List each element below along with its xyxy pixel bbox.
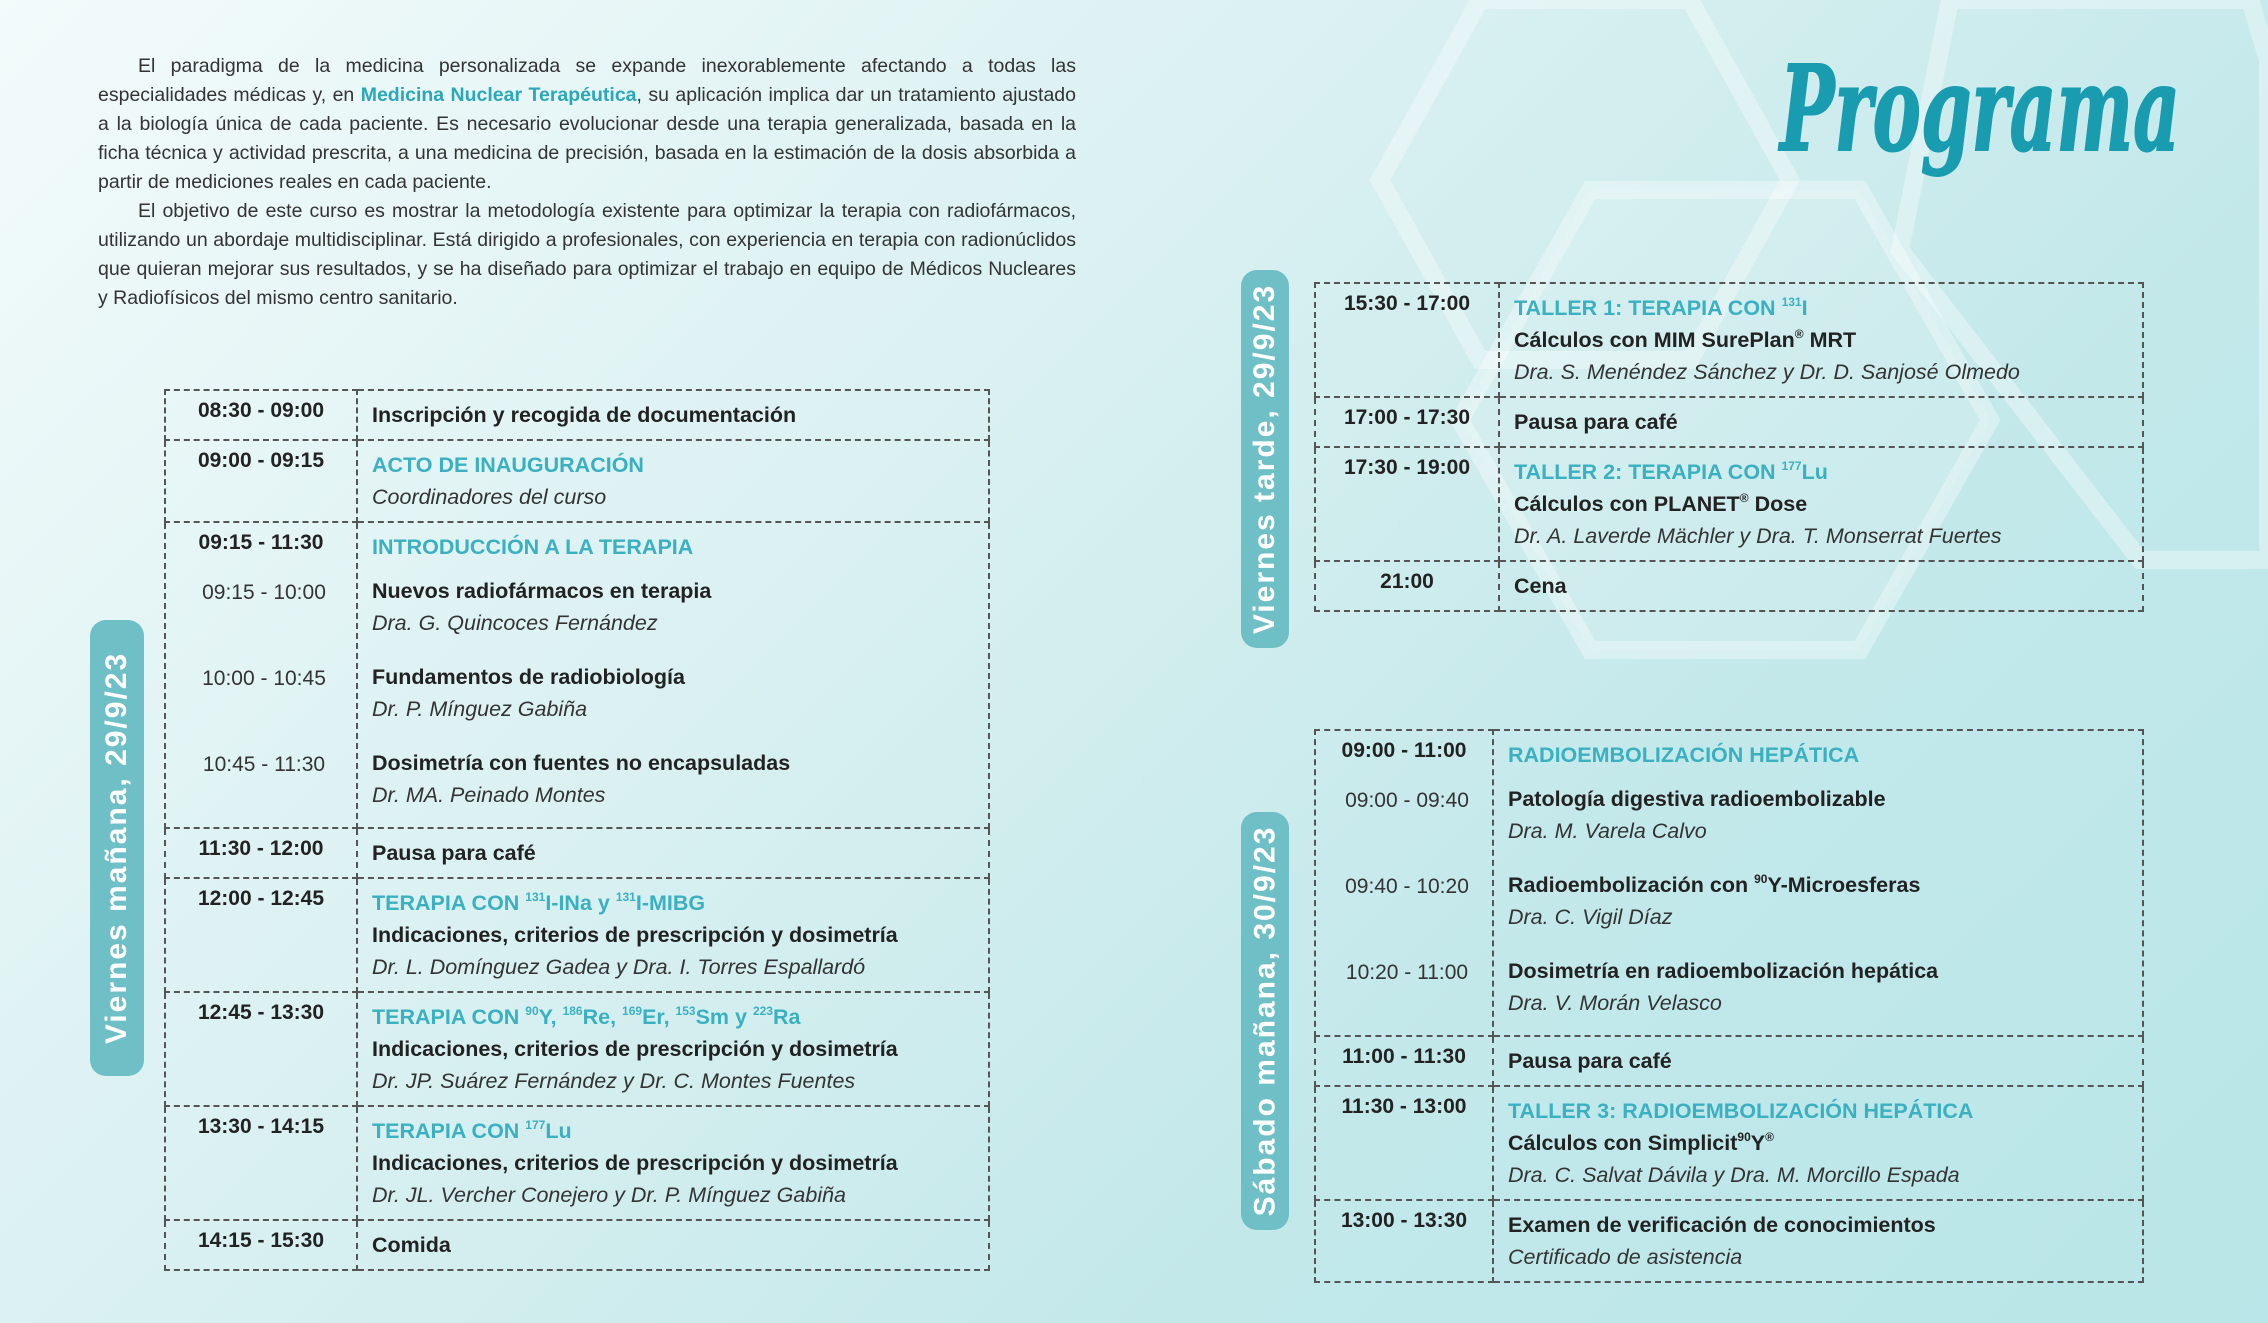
intro-highlight: Medicina Nuclear Terapéutica [360, 84, 637, 106]
session-details [357, 440, 989, 522]
session-details [1499, 561, 2143, 611]
schedule-row [165, 390, 989, 440]
session-title: Examen de verificación de conocimientos [1508, 1213, 1936, 1237]
session-heading: TALLER 1: TERAPIA CON $^{131}$I [1514, 295, 1808, 320]
sub-session [170, 563, 974, 649]
schedule-row [165, 1106, 989, 1220]
session-title: Pausa para café [1508, 1049, 1672, 1073]
schedule-saturday-morning [1314, 729, 2144, 1283]
superscript: 90 [1737, 1130, 1751, 1144]
sub-sessions [1320, 771, 2128, 1029]
session-details [1493, 1200, 2143, 1282]
sub-session-details [358, 735, 974, 821]
sub-session-details [1494, 771, 2128, 857]
schedule-row [165, 522, 989, 828]
session-speakers: Certificado de asistencia [1508, 1245, 1743, 1269]
sub-session [1320, 857, 2128, 943]
session-details [1499, 447, 2143, 561]
schedule-row [1315, 1086, 2143, 1200]
session-time: 11:00 - 11:30 [1315, 1036, 1493, 1086]
session-details [1499, 397, 2143, 447]
session-heading: TERAPIA CON $^{131}$I-INa y $^{131}$I-MIBG [372, 890, 706, 915]
session-heading: TALLER 2: TERAPIA CON $^{177}$Lu [1514, 459, 1828, 484]
session-time: 21:00 [1315, 561, 1499, 611]
sub-session-details [1494, 857, 2128, 943]
superscript: 90 [1754, 872, 1768, 886]
session-details [357, 1106, 989, 1220]
session-heading: TERAPIA CON $^{177}$Lu [372, 1118, 572, 1143]
session-heading: TALLER 3: RADIOEMBOLIZACIÓN HEPÁTICA [1508, 1099, 1974, 1123]
sub-session-title: Dosimetría en radioembolización hepática [1508, 959, 1939, 983]
session-title: Indicaciones, criterios de prescripción y dosimetría [372, 1151, 898, 1175]
session-heading: INTRODUCCIÓN A LA TERAPIA [372, 535, 694, 559]
session-time: 14:15 - 15:30 [165, 1220, 357, 1270]
session-speakers: Coordinadores del curso [372, 485, 607, 509]
session-speakers: Dra. S. Menéndez Sánchez y Dr. D. Sanjosé Olmedo [1514, 360, 2020, 384]
sub-session-time: 10:20 - 11:00 [1345, 961, 1469, 984]
session-title: Indicaciones, criterios de prescripción y dosimetría [372, 1037, 898, 1061]
schedule-friday-afternoon [1314, 282, 2144, 612]
session-details [357, 390, 989, 440]
session-time: 17:30 - 19:00 [1315, 447, 1499, 561]
superscript: ® [1794, 327, 1804, 341]
sub-session-speakers: Dr. P. Mínguez Gabiña [372, 697, 588, 721]
session-title: Cálculos con MIM SurePlan® MRT [1514, 327, 1857, 352]
superscript: 177 [525, 1118, 546, 1132]
session-speakers: Dr. L. Domínguez Gadea y Dra. I. Torres Espallardó [372, 955, 866, 979]
session-title: Cálculos con Simplicit$^{90}$Y® [1508, 1130, 1774, 1155]
superscript: ® [1739, 491, 1749, 505]
page-title [1772, 0, 2192, 210]
schedule-row [1315, 561, 2143, 611]
session-time: 09:00 - 11:00 [1315, 730, 1493, 1036]
sub-session [170, 649, 974, 735]
schedule-table [1314, 282, 2144, 612]
session-time: 08:30 - 09:00 [165, 390, 357, 440]
session-time: 11:30 - 12:00 [165, 828, 357, 878]
sub-session-speakers: Dra. M. Varela Calvo [1508, 819, 1707, 843]
sub-session-details [358, 649, 974, 735]
superscript: 90 [525, 1004, 539, 1018]
label-friday-afternoon: Viernes tarde, 29/9/23 [1241, 270, 1289, 648]
session-time: 09:00 - 09:15 [165, 440, 357, 522]
schedule-row [165, 828, 989, 878]
sub-session [1320, 771, 2128, 857]
sub-session-time: 09:00 - 09:40 [1345, 789, 1469, 812]
session-time: 15:30 - 17:00 [1315, 283, 1499, 397]
session-details [1493, 1036, 2143, 1086]
schedule-row [1315, 283, 2143, 397]
sub-sessions [170, 563, 974, 821]
superscript: ® [1765, 1130, 1774, 1144]
sub-session-speakers: Dra. V. Morán Velasco [1508, 991, 1722, 1015]
sub-session-speakers: Dra. G. Quincoces Fernández [372, 611, 658, 635]
sub-session-title: Patología digestiva radioembolizable [1508, 787, 1886, 811]
superscript: 223 [752, 1004, 773, 1018]
session-details [357, 1220, 989, 1270]
session-time: 09:15 - 11:30 [165, 522, 357, 828]
sub-session-speakers: Dra. C. Vigil Díaz [1508, 905, 1673, 929]
label-saturday-morning: Sábado mañana, 30/9/23 [1241, 812, 1289, 1230]
session-title: Comida [372, 1233, 451, 1257]
session-speakers: Dr. A. Laverde Mächler y Dra. T. Monserrat Fuertes [1514, 524, 2002, 548]
session-details [357, 878, 989, 992]
sub-session-title: Fundamentos de radiobiología [372, 665, 685, 689]
session-heading: RADIOEMBOLIZACIÓN HEPÁTICA [1508, 743, 1860, 767]
intro-paragraph-2: El objetivo de este curso es mostrar la metodología existente para optimizar la terapia con radiofármacos, utilizando un abordaje multidisciplinar. Está dirigido a profesionales, con experiencia en terapia con radionúclidos que quieran mejorar sus resultados, y se ha diseñado para optimizar el trabajo en equipo de Médicos Nucleares y Radiofísicos del mismo centro sanitario. [98, 200, 1076, 309]
sub-session [170, 735, 974, 821]
sub-session-time: 09:40 - 10:20 [1345, 875, 1469, 898]
schedule-row [165, 440, 989, 522]
schedule-row [1315, 1200, 2143, 1282]
sub-session [1320, 943, 2128, 1029]
sub-session-details [358, 563, 974, 649]
superscript: 131 [615, 890, 636, 904]
session-details [1499, 283, 2143, 397]
schedule-row [165, 1220, 989, 1270]
schedule-row [1315, 447, 2143, 561]
session-title: Indicaciones, criterios de prescripción y dosimetría [372, 923, 898, 947]
sub-session-time: 10:00 - 10:45 [202, 667, 326, 690]
superscript: 131 [525, 890, 546, 904]
session-title: Inscripción y recogida de documentación [372, 403, 797, 427]
session-heading: TERAPIA CON $^{90}$Y, $^{186}$Re, $^{169}$Er, $^{153}$Sm y $^{223}$Ra [372, 1004, 801, 1029]
session-speakers: Dr. JP. Suárez Fernández y Dr. C. Montes Fuentes [372, 1069, 856, 1093]
session-time: 11:30 - 13:00 [1315, 1086, 1493, 1200]
sub-session-title: Radioembolización con $^{90}$Y-Microesferas [1508, 872, 1921, 897]
superscript: 131 [1781, 295, 1802, 309]
intro-paragraph-1: El paradigma de la medicina personalizada se expande inexorablemente afectando a todas las especialidades médicas y, en Medicina Nuclear Terapéutica, su aplicación implica dar un tratamiento ajustado a la biología única de cada paciente. Es necesario evolucionar desde una terapia generalizada, basada en la ficha técnica y actividad prescrita, a una medicina de precisión, basada en la estimación de la dosis absorbida a partir de mediciones reales en cada paciente. [98, 55, 1076, 193]
session-time: 13:30 - 14:15 [165, 1106, 357, 1220]
label-friday-morning: Viernes mañana, 29/9/23 [90, 620, 144, 1076]
schedule-table [164, 389, 990, 1271]
schedule-row [165, 878, 989, 992]
page-title-text: Programa [1778, 39, 2180, 178]
sub-session-title: Nuevos radiofármacos en terapia [372, 579, 712, 603]
session-details [357, 828, 989, 878]
superscript: 153 [675, 1004, 696, 1018]
session-title: Pausa para café [1514, 410, 1678, 434]
sub-session-details [1494, 943, 2128, 1029]
schedule-row [165, 992, 989, 1106]
session-time: 17:00 - 17:30 [1315, 397, 1499, 447]
schedule-row [1315, 397, 2143, 447]
sub-session-title: Dosimetría con fuentes no encapsuladas [372, 751, 791, 775]
session-time: 12:45 - 13:30 [165, 992, 357, 1106]
session-heading: ACTO DE INAUGURACIÓN [372, 453, 644, 477]
schedule-friday-morning [164, 389, 990, 1271]
intro-text [98, 52, 1076, 313]
session-time: 13:00 - 13:30 [1315, 1200, 1493, 1282]
session-details [1493, 1086, 2143, 1200]
superscript: 186 [562, 1004, 583, 1018]
session-title: Pausa para café [372, 841, 536, 865]
sub-session-time: 10:45 - 11:30 [202, 753, 326, 776]
sub-session-time: 09:15 - 10:00 [202, 581, 326, 604]
sub-session-speakers: Dr. MA. Peinado Montes [372, 783, 606, 807]
schedule-table [1314, 729, 2144, 1283]
schedule-row [1315, 1036, 2143, 1086]
schedule-row [1315, 730, 2143, 1036]
session-title: Cálculos con PLANET® Dose [1514, 491, 1808, 516]
session-speakers: Dra. C. Salvat Dávila y Dra. M. Morcillo Espada [1508, 1163, 1960, 1187]
superscript: 177 [1781, 459, 1802, 473]
session-speakers: Dr. JL. Vercher Conejero y Dr. P. Mínguez Gabiña [372, 1183, 847, 1207]
session-details [357, 992, 989, 1106]
session-title: Cena [1514, 574, 1567, 598]
superscript: 169 [622, 1004, 643, 1018]
session-time: 12:00 - 12:45 [165, 878, 357, 992]
